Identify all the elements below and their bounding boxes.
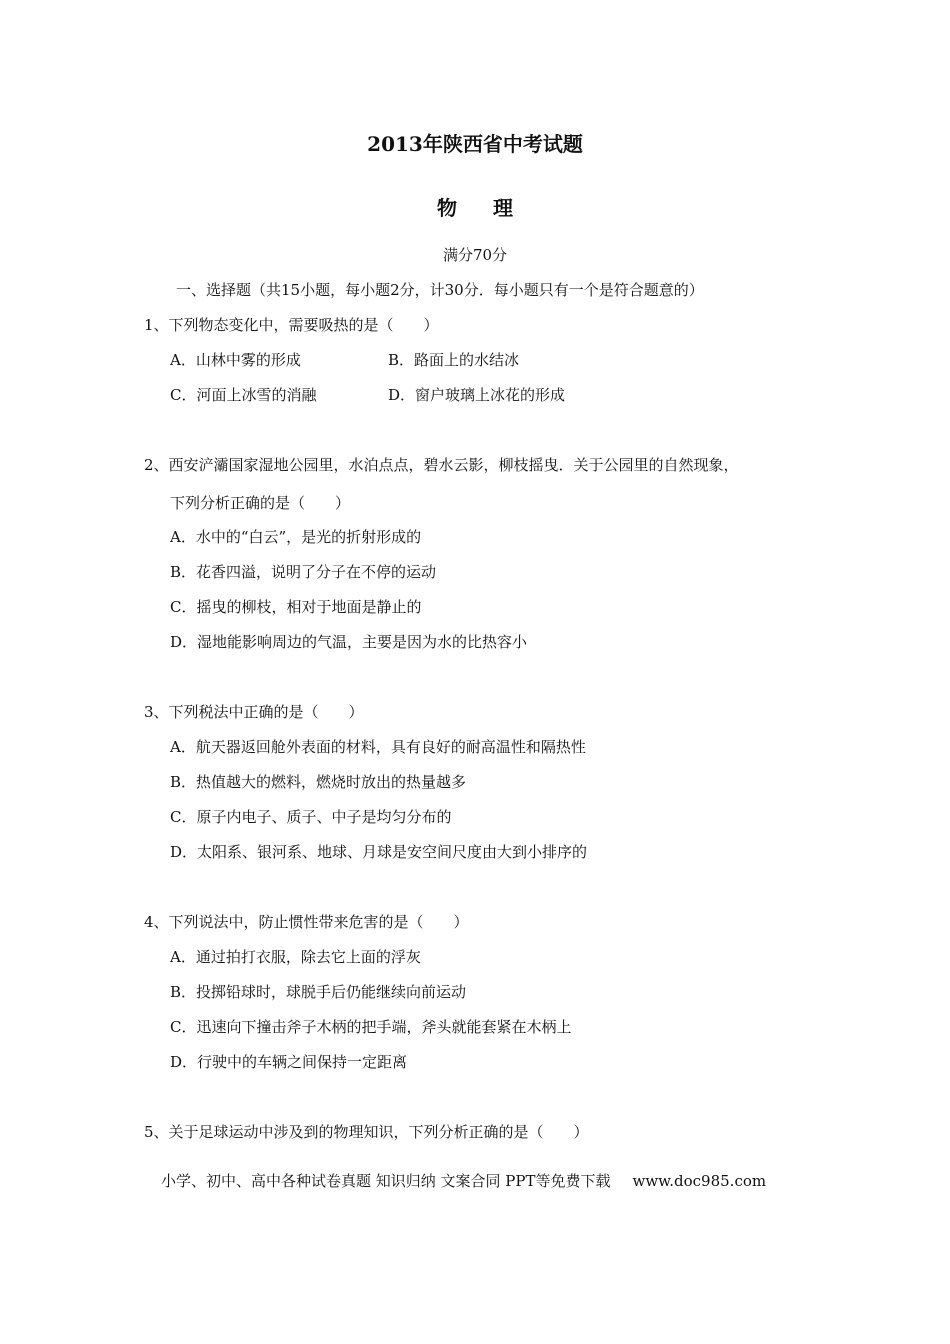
subject-title: 物理 — [437, 196, 549, 220]
question-3-option-a: A．航天器返回舱外表面的材料，具有良好的耐高温性和隔热性 — [170, 738, 586, 756]
question-4-option-a: A．通过拍打衣服，除去它上面的浮灰 — [170, 948, 421, 966]
footer — [161, 1170, 766, 1191]
footer-url[interactable]: www.doc985.com — [632, 1172, 767, 1190]
question-4-stem: 4、下列说法中，防止惯性带来危害的是（ ） — [144, 913, 469, 931]
question-3-option-b: B．热值越大的燃料，燃烧时放出的热量越多 — [170, 773, 467, 791]
question-1-option-b: B．路面上的水结冰 — [388, 351, 520, 369]
section-heading: 一、选择题（共15小题，每小题2分，计30分．每小题只有一个是符合题意的） — [176, 281, 704, 299]
footer-text: 小学、初中、高中各种试卷真题 知识归纳 文案合同 PPT等免费下载 — [161, 1172, 611, 1190]
question-4-option-d: D．行驶中的车辆之间保持一定距离 — [170, 1053, 408, 1071]
question-2-stem-line2: 下列分析正确的是（ ） — [170, 494, 351, 512]
question-2-option-c: C．摇曳的柳枝，相对于地面是静止的 — [170, 598, 422, 616]
question-4-option-b: B．投掷铅球时，球脱手后仍能继续向前运动 — [170, 983, 467, 1001]
question-3-option-c: C．原子内电子、质子、中子是均匀分布的 — [170, 808, 452, 826]
question-3-option-d: D．太阳系、银河系、地球、月球是安空间尺度由大到小排序的 — [170, 843, 588, 861]
question-5-stem: 5、关于足球运动中涉及到的物理知识，下列分析正确的是（ ） — [144, 1123, 589, 1141]
question-3-stem: 3、下列税法中正确的是（ ） — [144, 703, 364, 721]
exam-title: 2013年陕西省中考试题 — [367, 132, 583, 156]
full-score: 满分70分 — [442, 246, 508, 264]
question-1-option-d: D．窗户玻璃上冰花的形成 — [388, 386, 566, 404]
question-2-option-b: B．花香四溢，说明了分子在不停的运动 — [170, 563, 437, 581]
question-2-option-a: A．水中的“白云”，是光的折射形成的 — [170, 528, 422, 546]
question-4-option-c: C．迅速向下撞击斧子木柄的把手端，斧头就能套紧在木柄上 — [170, 1018, 572, 1036]
question-1-option-a: A．山林中雾的形成 — [170, 351, 301, 369]
question-1-stem: 1、下列物态变化中，需要吸热的是（ ） — [144, 316, 439, 334]
question-2-option-d: D．湿地能影响周边的气温，主要是因为水的比热容小 — [170, 633, 528, 651]
question-2-stem-line1: 2、西安浐灞国家湿地公园里，水泊点点，碧水云影，柳枝摇曳．关于公园里的自然现象， — [144, 456, 739, 474]
question-1-option-c: C．河面上冰雪的消融 — [170, 386, 317, 404]
